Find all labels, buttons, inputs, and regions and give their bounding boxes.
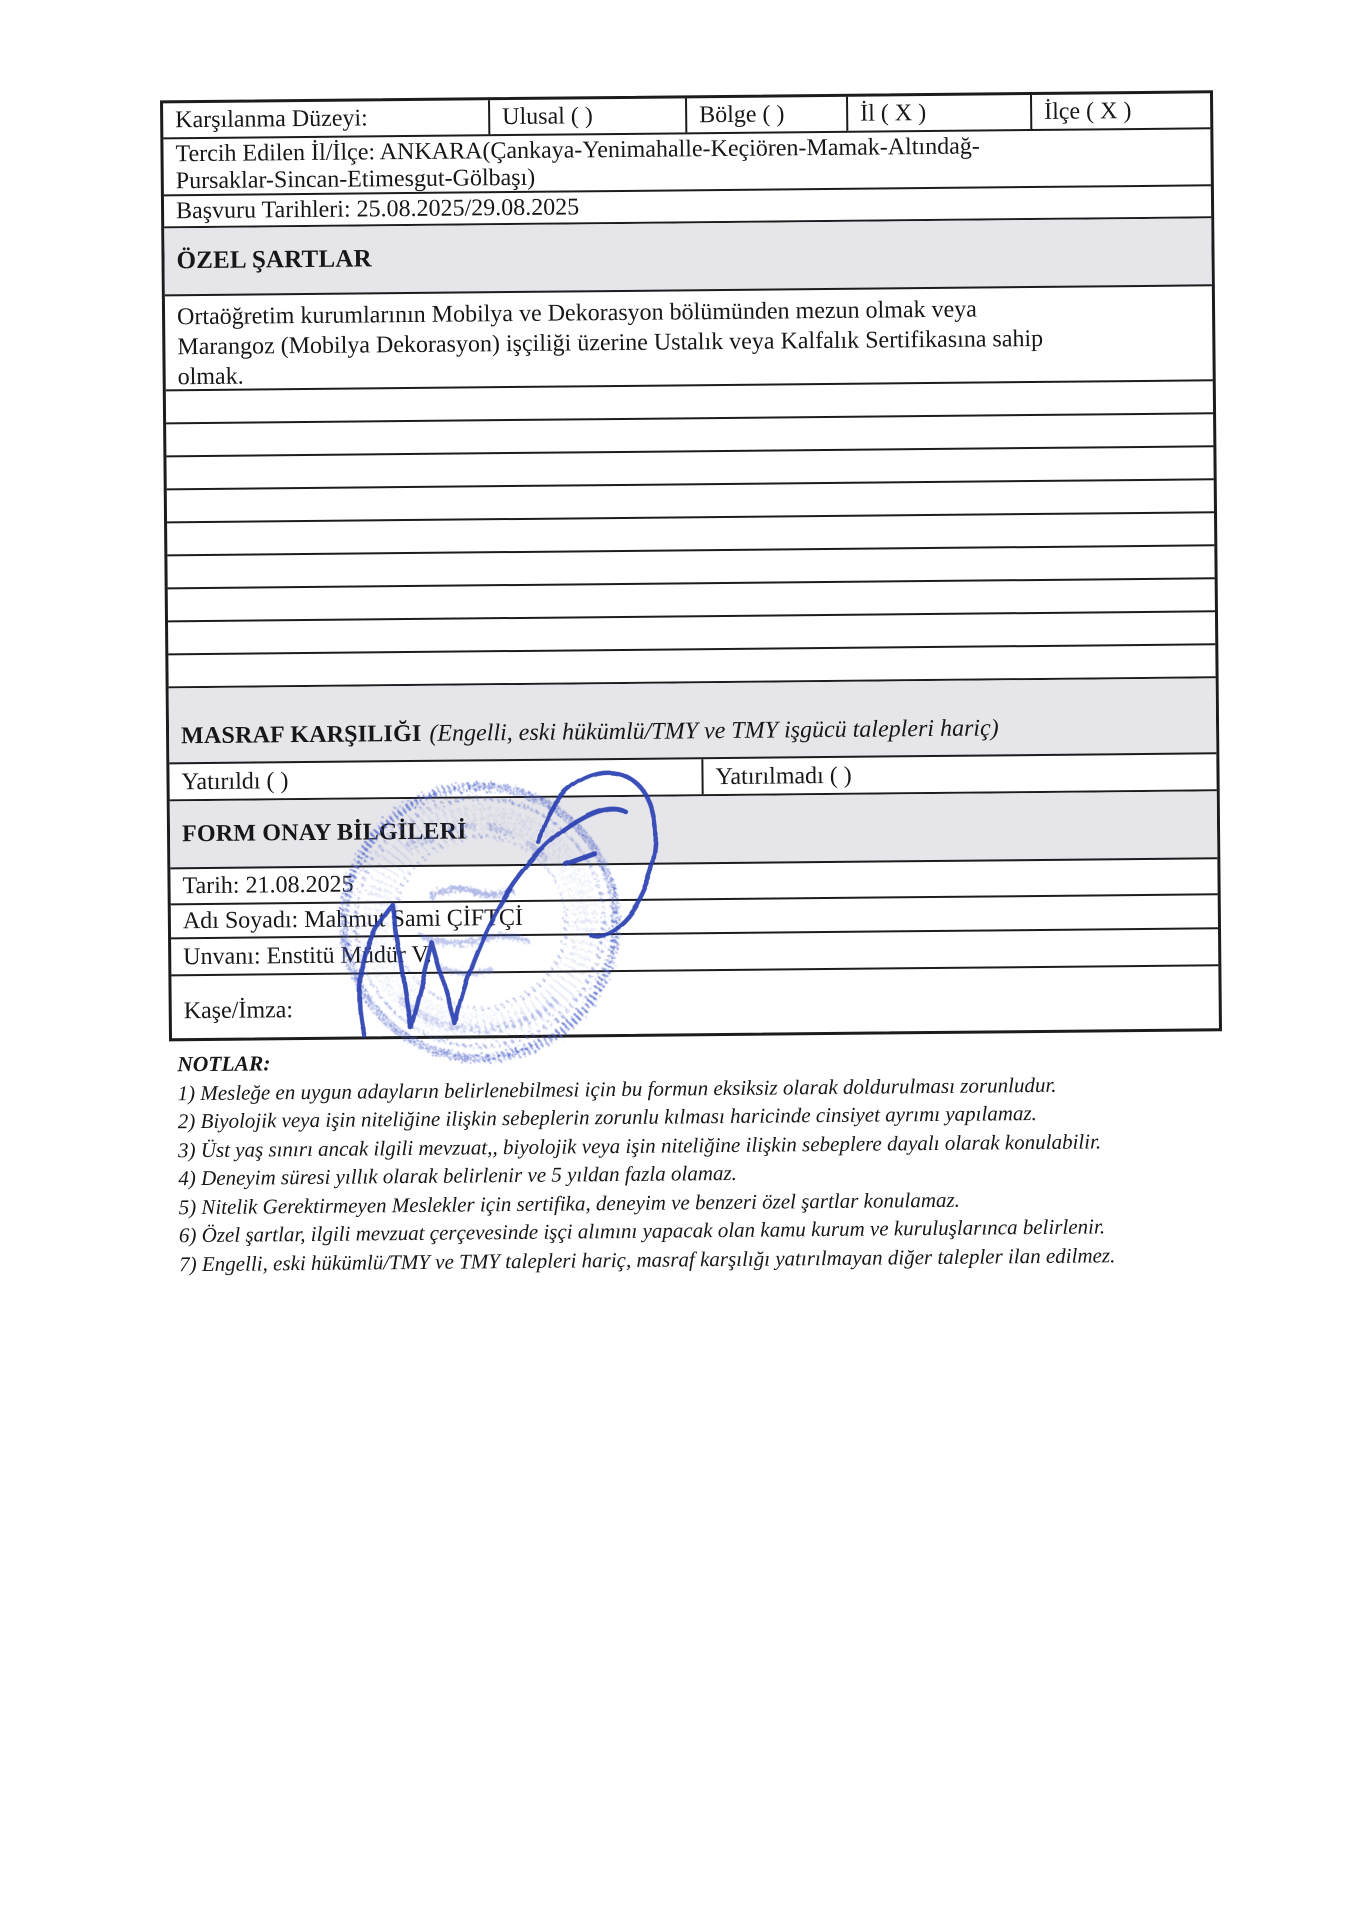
karsilanma-duzeyi-label: Karşılanma Düzeyi:: [175, 105, 368, 134]
notlar-title: NOTLAR:: [177, 1051, 271, 1077]
yatirilmadi-cell: Yatırılmadı ( ): [715, 762, 852, 790]
option-ulusal: Ulusal ( ): [488, 98, 685, 134]
masraf-karsiligi-header: [169, 678, 1217, 764]
adi-soyadi-row: Adı Soyadı: Mahmut Sami ÇİFTÇİ: [171, 895, 1218, 939]
note-item-1: 1) Mesleğe en uygun adayların belirlenebilmesi için bu formun eksiksiz olarak doldurulması zorunludur.: [177, 1072, 1057, 1105]
note-item-6: 6) Özel şartlar, ilgili mevzuat çerçevesinde işçi alımını yapacak olan kamu kurum ve kuruluşlarınca belirlenir.: [178, 1214, 1106, 1248]
note-item-2: 2) Biyolojik veya işin niteliğine ilişkin sebeplerin zorunlu kılması haricinde cinsiyet ayrımı yapılamaz.: [177, 1101, 1037, 1134]
notlar-section: [177, 1040, 1289, 1279]
note-item-4: 4) Deneyim süresi yıllık olarak belirlenir ve 5 yıldan fazla olamaz.: [178, 1160, 737, 1191]
ozel-sartlar-line-3: olmak.: [177, 363, 244, 391]
yatirildi-cell: Yatırıldı ( ): [169, 759, 703, 799]
ozel-sartlar-line-2: Marangoz (Mobilya Dekorasyon) işçiliği üzerine Ustalık veya Kalfalık Sertifikasına sahip: [177, 325, 1044, 361]
tercih-edilen-il-ilce-row: [163, 129, 1210, 196]
ozel-sartlar-text-row: [165, 286, 1213, 391]
ozel-sartlar-line-1: Ortaöğretim kurumlarının Mobilya ve Dekorasyon bölümünden mezun olmak veya: [176, 296, 977, 331]
tarih-row: Tarih: 21.08.2025: [170, 859, 1217, 905]
kase-imza-row: Kaşe/İmza:: [183, 997, 294, 1025]
basvuru-tarihleri-row: Başvuru Tarihleri: 25.08.2025/29.08.2025: [164, 186, 1211, 228]
option-il-checked: İl ( X ): [846, 95, 1030, 131]
masraf-karsiligi-subtitle: (Engelli, eski hükümlü/TMY ve TMY işgücü talepleri hariç): [429, 715, 999, 747]
scanned-form-sheet: [160, 90, 1224, 1278]
form-onay-bilgileri-header: FORM ONAY BİLGİLERİ: [170, 791, 1218, 869]
job-request-form-table: [160, 90, 1222, 1041]
masraf-karsiligi-title: MASRAF KARŞILIĞI: [180, 720, 422, 750]
note-item-7: 7) Engelli, eski hükümlü/TMY ve TMY talepleri hariç, masraf karşılığı yatırılmayan diğer talepler ilan edilmez.: [179, 1242, 1116, 1276]
note-item-3: 3) Üst yaş sınırı ancak ilgili mevzuat,, biyolojik veya işin niteliğine ilişkin sebeplere dayalı olarak konulabilir.: [177, 1128, 1102, 1162]
option-bolge: Bölge ( ): [685, 97, 846, 133]
tercih-line-1: Tercih Edilen İl/İlçe: ANKARA(Çankaya-Yenimahalle-Keçiören-Mamak-Altındağ-: [175, 133, 980, 168]
note-item-5: 5) Nitelik Gerektirmeyen Meslekler için sertifika, deneyim ve benzeri özel şartlar konulamaz.: [178, 1187, 960, 1219]
option-ilce-checked: İlçe ( X ): [1030, 93, 1210, 129]
ozel-sartlar-header: ÖZEL ŞARTLAR: [164, 218, 1212, 296]
tercih-line-2: Pursaklar-Sincan-Etimesgut-Gölbaşı): [175, 164, 536, 195]
unvan-row: Unvanı: Enstitü Müdür V.: [171, 929, 1218, 976]
